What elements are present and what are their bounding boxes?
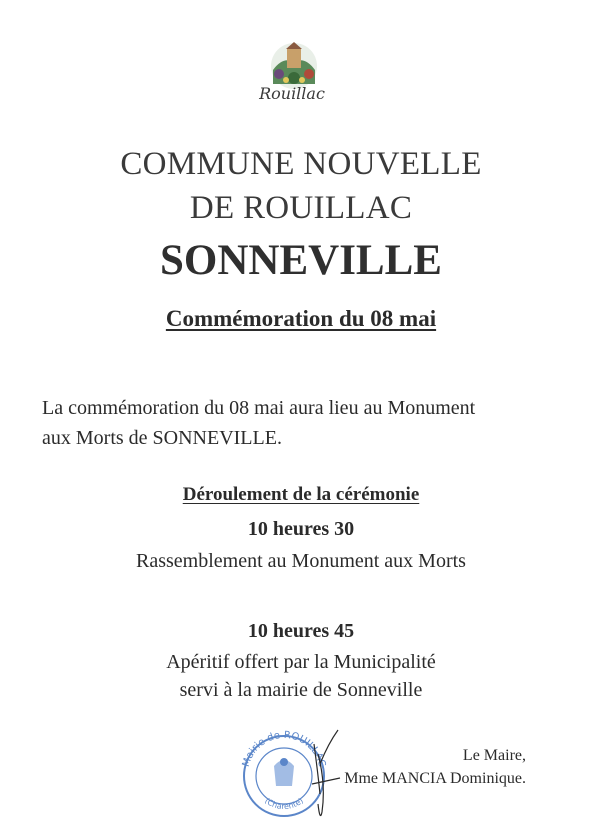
stamp-bottom-text: (Charente)	[262, 796, 306, 812]
subtitle	[0, 306, 602, 332]
event-time-2: 10 heures 45	[247, 620, 355, 642]
mairie-stamp	[234, 724, 342, 824]
subtitle-text: Commémoration du 08 mai	[165, 306, 437, 331]
ceremony-heading-text: Déroulement de la cérémonie	[182, 484, 420, 505]
stamp-top-text: Mairie de ROUILLAC	[240, 729, 328, 769]
signature-block	[344, 744, 526, 790]
intro-line-2: aux Morts de SONNEVILLE.	[42, 427, 282, 449]
rouillac-logo	[257, 40, 331, 118]
signature-role: Le Maire,	[462, 747, 526, 764]
intro-paragraph	[42, 393, 582, 453]
logo-text: Rouillac	[259, 84, 325, 103]
intro-line-1: La commémoration du 08 mai aura lieu au Monument	[42, 397, 476, 419]
header-line-2: DE ROUILLAC	[189, 190, 413, 226]
signature-name: Mme MANCIA Dominique.	[344, 770, 526, 787]
svg-text:(Charente)	[263, 796, 305, 811]
event-desc-2a: Apéritif offert par la Municipalité	[166, 651, 436, 673]
event-time-1: 10 heures 30	[247, 518, 355, 540]
event-desc-1: Rassemblement au Monument aux Morts	[136, 550, 466, 572]
place-title: SONNEVILLE	[160, 237, 442, 284]
ceremony-heading	[0, 484, 602, 506]
header-line-1: COMMUNE NOUVELLE	[120, 146, 482, 182]
event-desc-2b: servi à la mairie de Sonneville	[179, 679, 423, 701]
